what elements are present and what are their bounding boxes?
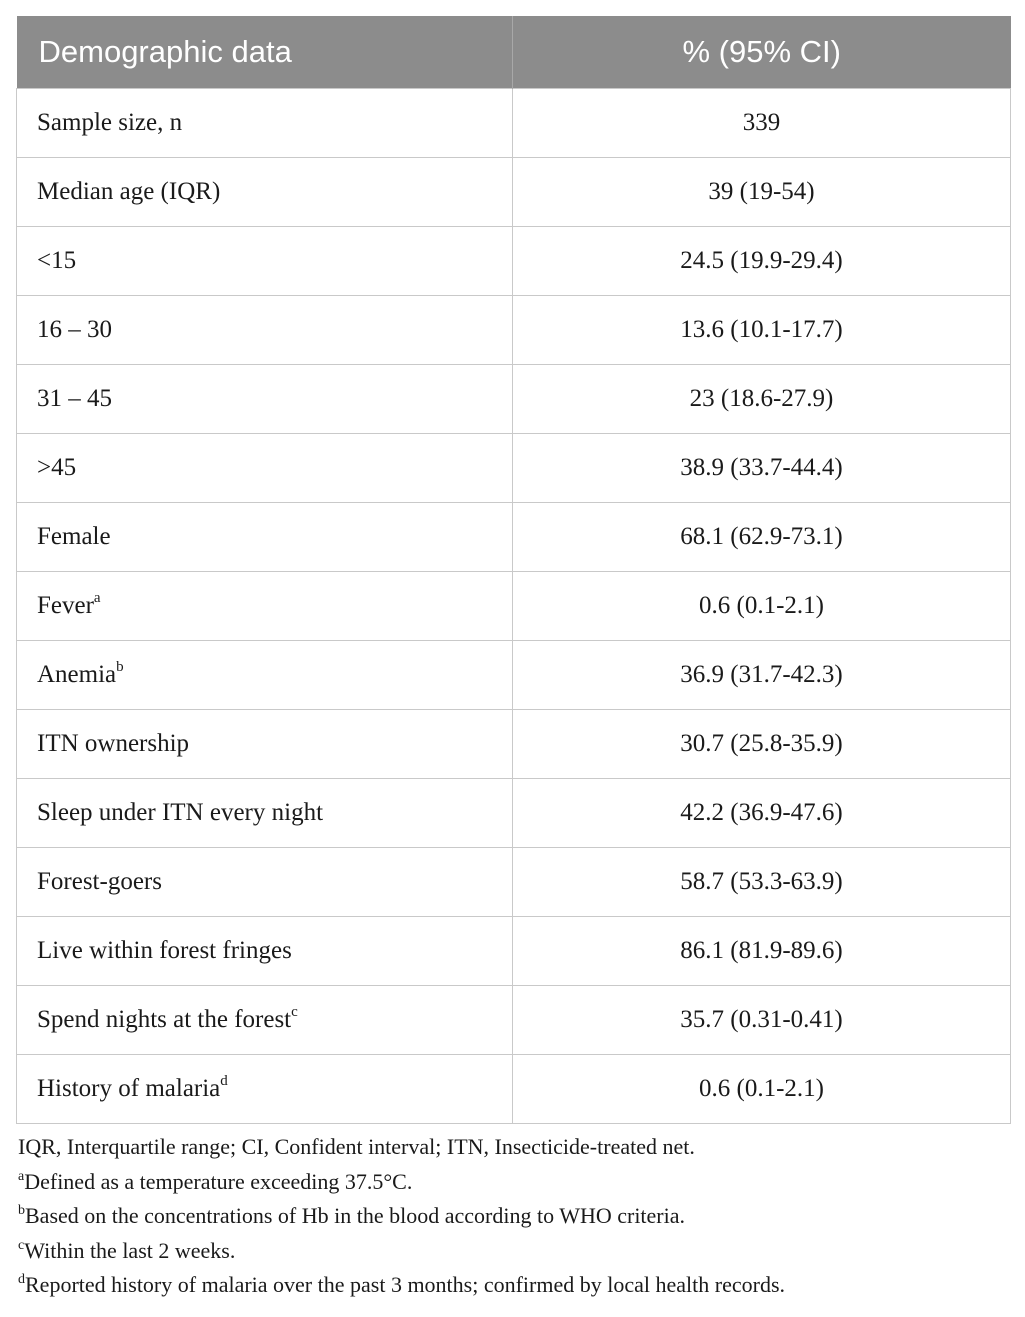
- table-row: [17, 572, 1011, 641]
- table-row: [17, 434, 1011, 503]
- footnote-mark: d: [18, 1272, 25, 1287]
- table-row: [17, 503, 1011, 572]
- row-label: Female: [17, 503, 513, 572]
- header-demographic-data: Demographic data: [17, 16, 513, 89]
- table-row: [17, 1055, 1011, 1124]
- footnote-d: $^d$Reported history of malaria over the past 3 months; confirmed by local health records.: [18, 1272, 785, 1297]
- table-row: [17, 710, 1011, 779]
- row-label: Sleep under ITN every night: [17, 779, 513, 848]
- footnote-marker: d: [220, 1073, 228, 1089]
- row-label: >45: [17, 434, 513, 503]
- row-value: 42.2 (36.9-47.6): [513, 779, 1011, 848]
- demographics-table: [16, 16, 1011, 1124]
- table-row: [17, 158, 1011, 227]
- footnote-a: $^a$Defined as a temperature exceeding 37.5°C.: [18, 1168, 413, 1194]
- table-row: [17, 89, 1011, 158]
- row-label: Fever$^a$: [17, 572, 513, 641]
- table-row: [17, 227, 1011, 296]
- table-row: [17, 986, 1011, 1055]
- row-value: 23 (18.6-27.9): [513, 365, 1011, 434]
- table-row: [17, 848, 1011, 917]
- row-value: 36.9 (31.7-42.3): [513, 641, 1011, 710]
- row-label: Live within forest fringes: [17, 917, 513, 986]
- row-value: 86.1 (81.9-89.6): [513, 917, 1011, 986]
- footnote-mark: c: [18, 1237, 25, 1253]
- row-value: 58.7 (53.3-63.9): [513, 848, 1011, 917]
- table-row: [17, 917, 1011, 986]
- row-label: Anemia$^b$: [17, 641, 513, 710]
- row-value: 13.6 (10.1-17.7): [513, 296, 1011, 365]
- row-label: 31 – 45: [17, 365, 513, 434]
- row-label: 16 – 30: [17, 296, 513, 365]
- row-value: 24.5 (19.9-29.4): [513, 227, 1011, 296]
- row-value: 68.1 (62.9-73.1): [513, 503, 1011, 572]
- footnote-b: $^b$Based on the concentrations of Hb in the blood according to WHO criteria.: [18, 1203, 686, 1228]
- table-footnotes: [18, 1130, 1008, 1303]
- row-label: Median age (IQR): [17, 158, 513, 227]
- row-label: <15: [17, 227, 513, 296]
- row-label: ITN ownership: [17, 710, 513, 779]
- table-row: [17, 641, 1011, 710]
- row-value: 30.7 (25.8-35.9): [513, 710, 1011, 779]
- table-row: [17, 296, 1011, 365]
- footnote-marker: a: [93, 590, 101, 606]
- footnote-mark: b: [18, 1203, 25, 1218]
- footnote-marker: b: [116, 659, 124, 675]
- row-label: Sample size, n: [17, 89, 513, 158]
- header-percent-ci: % (95% CI): [513, 16, 1011, 89]
- footnote-mark: a: [18, 1168, 25, 1184]
- table-body: [17, 89, 1011, 1124]
- row-value: 39 (19-54): [513, 158, 1011, 227]
- table-row: [17, 365, 1011, 434]
- row-value: 35.7 (0.31-0.41): [513, 986, 1011, 1055]
- table-header-row: [17, 16, 1011, 89]
- row-value: 38.9 (33.7-44.4): [513, 434, 1011, 503]
- row-value: 0.6 (0.1-2.1): [513, 1055, 1011, 1124]
- footnote-c: $^c$Within the last 2 weeks.: [18, 1237, 236, 1263]
- row-label: Spend nights at the forest$^c$: [17, 986, 513, 1055]
- row-value: 339: [513, 89, 1011, 158]
- row-label: History of malaria$^d$: [17, 1055, 513, 1124]
- demographics-table-container: [16, 16, 1010, 1124]
- table-row: [17, 779, 1011, 848]
- row-value: 0.6 (0.1-2.1): [513, 572, 1011, 641]
- footnote-marker: c: [291, 1004, 298, 1020]
- footnote-abbreviations: IQR, Interquartile range; CI, Confident interval; ITN, Insecticide-treated net.: [18, 1134, 695, 1159]
- row-label: Forest-goers: [17, 848, 513, 917]
